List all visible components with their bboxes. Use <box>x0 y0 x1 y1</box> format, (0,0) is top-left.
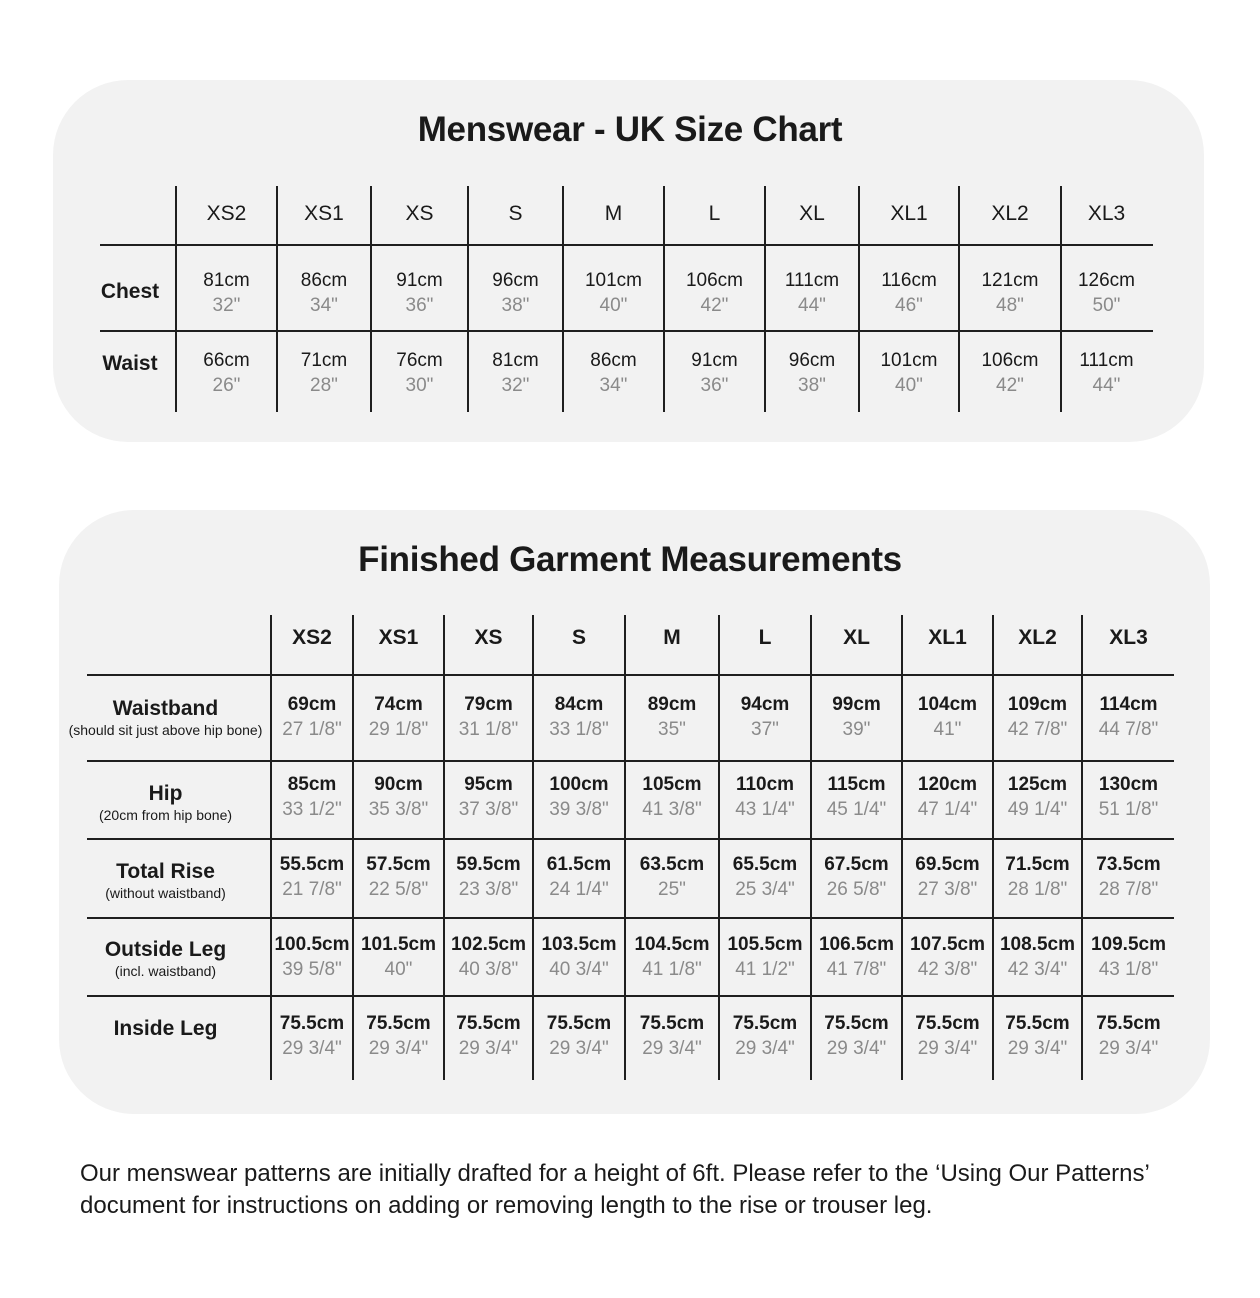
inch-value: 44" <box>798 295 826 316</box>
measurement-cell <box>444 772 533 822</box>
row-divider <box>87 674 1174 676</box>
inch-value: 31 1/8" <box>458 719 519 740</box>
inch-value: 37" <box>751 719 779 740</box>
cm-value: 115cm <box>827 774 886 795</box>
cm-value: 100cm <box>549 774 609 795</box>
inch-value: 29 3/4" <box>917 1038 978 1059</box>
inch-value: 41 1/2" <box>735 959 795 980</box>
cm-value: 107.5cm <box>909 934 985 955</box>
cm-value: 116cm <box>881 270 937 291</box>
measurement-cell <box>271 932 353 982</box>
size-header: XS2 <box>206 202 247 225</box>
inch-value: 29 3/4" <box>549 1038 609 1059</box>
inch-value: 47 1/4" <box>917 799 978 820</box>
row-label-name: Outside Leg <box>104 938 227 961</box>
size-header: XS1 <box>304 202 344 225</box>
row-label-note: (20cm from hip bone) <box>98 807 233 823</box>
size-header: XL <box>799 202 825 225</box>
cm-value: 96cm <box>492 270 539 291</box>
inch-value: 29 3/4" <box>642 1038 702 1059</box>
inch-value: 42 3/8" <box>917 959 978 980</box>
inch-value: 42" <box>700 295 729 316</box>
inch-value: 29 1/8" <box>368 719 429 740</box>
measurement-cell <box>444 932 533 982</box>
measurement-cell <box>533 1011 625 1061</box>
cm-value: 103.5cm <box>541 934 617 955</box>
measurement-cell <box>353 772 444 822</box>
size-header: XS2 <box>292 626 332 649</box>
size-header: XS1 <box>378 626 419 649</box>
row-label-name: Chest <box>100 280 160 303</box>
measurement-cell <box>993 1011 1082 1061</box>
inch-value: 44" <box>1092 375 1121 396</box>
measurement-cell <box>533 932 625 982</box>
inch-value: 29 3/4" <box>282 1038 342 1059</box>
inch-value: 39 3/8" <box>549 799 609 820</box>
inch-value: 35 3/8" <box>368 799 429 820</box>
inch-value: 43 1/8" <box>1098 959 1159 980</box>
size-header: XL2 <box>1018 626 1057 649</box>
cm-value: 74cm <box>374 694 423 715</box>
size-header: M <box>663 626 681 649</box>
measurement-cell <box>563 268 664 318</box>
inch-value: 41 7/8" <box>826 959 887 980</box>
inch-value: 24 1/4" <box>549 879 609 900</box>
measurement-cell <box>277 348 371 398</box>
cm-value: 108.5cm <box>999 934 1075 955</box>
cm-value: 90cm <box>374 774 423 795</box>
inch-value: 25" <box>658 879 686 900</box>
measurement-cell <box>902 1011 993 1061</box>
inch-value: 29 3/4" <box>1098 1038 1159 1059</box>
row-label <box>60 697 271 739</box>
cm-value: 59.5cm <box>456 854 521 875</box>
measurement-cell <box>176 348 277 398</box>
size-header: XL3 <box>1109 626 1148 649</box>
size-header: S <box>508 202 523 225</box>
inch-value: 39" <box>842 719 871 740</box>
inch-value: 40" <box>895 375 923 396</box>
measurement-cell <box>271 1011 353 1061</box>
measurement-cell <box>664 348 765 398</box>
inch-value: 29 3/4" <box>735 1038 795 1059</box>
measurement-cell <box>444 852 533 902</box>
size-header: XL1 <box>928 626 967 649</box>
measurement-cell <box>277 268 371 318</box>
row-divider <box>87 838 1174 840</box>
inch-value: 36" <box>700 375 729 396</box>
inch-value: 29 3/4" <box>826 1038 887 1059</box>
inch-value: 28 1/8" <box>1007 879 1068 900</box>
measurement-cell <box>811 772 902 822</box>
measurement-cell <box>353 692 444 742</box>
row-divider <box>100 330 1153 332</box>
measurement-cell <box>959 268 1061 318</box>
cm-value: 55.5cm <box>279 854 345 875</box>
row-label <box>60 1017 271 1041</box>
measurement-cell <box>1061 348 1152 398</box>
cm-value: 100.5cm <box>274 934 350 955</box>
row-label-name: Inside Leg <box>113 1017 218 1040</box>
size-header: XS <box>405 202 434 225</box>
measurement-cell <box>902 692 993 742</box>
cm-value: 75.5cm <box>915 1013 980 1034</box>
measurement-cell <box>468 348 563 398</box>
measurement-cell <box>444 692 533 742</box>
measurement-cell <box>271 852 353 902</box>
measurement-cell <box>859 348 959 398</box>
inch-value: 36" <box>405 295 434 316</box>
cm-value: 101cm <box>584 270 643 291</box>
measurement-cell <box>859 268 959 318</box>
cm-value: 81cm <box>492 350 539 371</box>
measurement-cell <box>811 1011 902 1061</box>
cm-value: 111cm <box>784 270 840 291</box>
inch-value: 41 1/8" <box>642 959 702 980</box>
cm-value: 75.5cm <box>732 1013 798 1034</box>
row-divider <box>87 995 1174 997</box>
row-label-note: (incl. waistband) <box>114 963 217 979</box>
row-label-name: Total Rise <box>116 860 215 883</box>
inch-value: 29 3/4" <box>368 1038 429 1059</box>
inch-value: 29 3/4" <box>458 1038 519 1059</box>
measurement-cell <box>625 1011 719 1061</box>
measurement-cell <box>1082 772 1175 822</box>
cm-value: 104cm <box>917 694 978 715</box>
measurement-cell <box>1082 1011 1175 1061</box>
measurement-cell <box>1082 932 1175 982</box>
measurement-cell <box>371 348 468 398</box>
size-header: XL3 <box>1087 202 1126 225</box>
drafting-note: Our menswear patterns are initially drafted for a height of 6ft. Please refer to the ‘Using Our Patterns’ document for instructions on adding or removing length to the rise or trouser leg. <box>80 1160 1149 1219</box>
size-header: L <box>708 202 721 225</box>
cm-value: 120cm <box>917 774 978 795</box>
row-label <box>60 938 271 980</box>
inch-value: 28" <box>310 375 338 396</box>
cm-value: 73.5cm <box>1096 854 1161 875</box>
inch-value: 34" <box>599 375 628 396</box>
row-label <box>60 782 271 824</box>
measurement-cell <box>271 772 353 822</box>
measurement-cell <box>902 852 993 902</box>
cm-value: 75.5cm <box>366 1013 431 1034</box>
cm-value: 96cm <box>788 350 836 371</box>
inch-value: 51 1/8" <box>1098 799 1159 820</box>
measurement-cell <box>271 692 353 742</box>
inch-value: 44 7/8" <box>1098 719 1159 740</box>
inch-value: 45 1/4" <box>826 799 887 820</box>
size-header: XL2 <box>991 202 1029 225</box>
measurement-cell <box>993 692 1082 742</box>
garment-measurements-title: Finished Garment Measurements <box>358 540 902 579</box>
cm-value: 102.5cm <box>450 934 526 955</box>
inch-value: 39 5/8" <box>282 959 342 980</box>
measurement-cell <box>625 852 719 902</box>
cm-value: 85cm <box>287 774 337 795</box>
inch-value: 42" <box>996 375 1024 396</box>
measurement-cell <box>719 932 811 982</box>
cm-value: 65.5cm <box>732 854 798 875</box>
cm-value: 91cm <box>396 270 443 291</box>
row-label-name: Hip <box>148 782 183 805</box>
measurement-cell <box>533 692 625 742</box>
inch-value: 32" <box>501 375 530 396</box>
measurement-cell <box>719 852 811 902</box>
cm-value: 75.5cm <box>1096 1013 1161 1034</box>
inch-value: 25 3/4" <box>735 879 795 900</box>
row-label-name: Waist <box>102 352 158 375</box>
measurement-cell <box>353 932 444 982</box>
row-label <box>84 280 176 304</box>
measurement-cell <box>444 1011 533 1061</box>
inch-value: 42 3/4" <box>1007 959 1068 980</box>
cm-value: 79cm <box>464 694 513 715</box>
measurement-cell <box>902 772 993 822</box>
cm-value: 86cm <box>300 270 348 291</box>
cm-value: 104.5cm <box>634 934 710 955</box>
inch-value: 33 1/8" <box>549 719 609 740</box>
inch-value: 35" <box>658 719 686 740</box>
inch-value: 42 7/8" <box>1007 719 1068 740</box>
cm-value: 75.5cm <box>639 1013 705 1034</box>
inch-value: 38" <box>798 375 826 396</box>
measurement-cell <box>993 772 1082 822</box>
cm-value: 105.5cm <box>727 934 803 955</box>
cm-value: 86cm <box>590 350 637 371</box>
row-label-note: (should sit just above hip bone) <box>68 722 263 738</box>
cm-value: 110cm <box>735 774 795 795</box>
cm-value: 91cm <box>691 350 738 371</box>
cm-value: 89cm <box>647 694 697 715</box>
cm-value: 106.5cm <box>818 934 894 955</box>
measurement-cell <box>993 852 1082 902</box>
cm-value: 81cm <box>203 270 250 291</box>
measurement-cell <box>1061 268 1152 318</box>
inch-value: 34" <box>310 295 338 316</box>
inch-value: 37 3/8" <box>458 799 519 820</box>
measurement-cell <box>719 1011 811 1061</box>
measurement-cell <box>811 852 902 902</box>
cm-value: 75.5cm <box>279 1013 345 1034</box>
measurement-cell <box>811 932 902 982</box>
cm-value: 121cm <box>981 270 1039 291</box>
measurement-cell <box>1082 692 1175 742</box>
size-chart-title: Menswear - UK Size Chart <box>417 110 843 149</box>
size-header: XL1 <box>890 202 928 225</box>
measurement-cell <box>993 932 1082 982</box>
measurement-cell <box>176 268 277 318</box>
measurement-cell <box>765 348 859 398</box>
measurement-cell <box>533 772 625 822</box>
cm-value: 105cm <box>642 774 702 795</box>
row-label <box>60 860 271 902</box>
inch-value: 40" <box>384 959 413 980</box>
inch-value: 41 3/8" <box>642 799 702 820</box>
row-label-note: (without waistband) <box>105 885 226 901</box>
row-label <box>84 352 176 376</box>
cm-value: 126cm <box>1077 270 1136 291</box>
measurement-cell <box>959 348 1061 398</box>
cm-value: 99cm <box>832 694 881 715</box>
inch-value: 43 1/4" <box>735 799 795 820</box>
measurement-cell <box>353 852 444 902</box>
cm-value: 114cm <box>1099 694 1158 715</box>
cm-value: 94cm <box>740 694 790 715</box>
inch-value: 29 3/4" <box>1007 1038 1068 1059</box>
size-header: XS <box>474 626 503 649</box>
inch-value: 46" <box>895 295 923 316</box>
cm-value: 61.5cm <box>546 854 612 875</box>
cm-value: 109cm <box>1007 694 1068 715</box>
cm-value: 75.5cm <box>824 1013 889 1034</box>
cm-value: 69.5cm <box>915 854 980 875</box>
cm-value: 69cm <box>287 694 337 715</box>
size-header: L <box>758 626 772 649</box>
inch-value: 27 3/8" <box>917 879 978 900</box>
measurement-cell <box>625 772 719 822</box>
row-divider <box>87 760 1174 762</box>
measurement-cell <box>765 268 859 318</box>
cm-value: 101.5cm <box>360 934 436 955</box>
inch-value: 22 5/8" <box>368 879 429 900</box>
inch-value: 32" <box>212 295 241 316</box>
cm-value: 75.5cm <box>456 1013 521 1034</box>
measurement-cell <box>533 852 625 902</box>
measurement-cell <box>353 1011 444 1061</box>
inch-value: 40 3/4" <box>549 959 609 980</box>
cm-value: 109.5cm <box>1090 934 1166 955</box>
measurement-cell <box>811 692 902 742</box>
cm-value: 63.5cm <box>639 854 705 875</box>
measurement-cell <box>902 932 993 982</box>
size-header: XL <box>843 626 870 649</box>
inch-value: 28 7/8" <box>1098 879 1159 900</box>
cm-value: 71.5cm <box>1005 854 1070 875</box>
measurement-cell <box>1082 852 1175 902</box>
cm-value: 71cm <box>300 350 348 371</box>
inch-value: 26" <box>212 375 241 396</box>
cm-value: 66cm <box>203 350 250 371</box>
cm-value: 76cm <box>396 350 443 371</box>
cm-value: 125cm <box>1007 774 1068 795</box>
cm-value: 84cm <box>554 694 604 715</box>
measurement-cell <box>563 348 664 398</box>
measurement-cell <box>625 692 719 742</box>
size-header: S <box>571 626 586 649</box>
measurement-cell <box>664 268 765 318</box>
measurement-cell <box>719 692 811 742</box>
cm-value: 130cm <box>1098 774 1159 795</box>
inch-value: 40" <box>599 295 628 316</box>
inch-value: 48" <box>996 295 1024 316</box>
measurement-cell <box>719 772 811 822</box>
cm-value: 57.5cm <box>366 854 431 875</box>
cm-value: 106cm <box>981 350 1039 371</box>
measurement-cell <box>625 932 719 982</box>
cm-value: 106cm <box>685 270 744 291</box>
measurement-cell <box>468 268 563 318</box>
inch-value: 30" <box>405 375 434 396</box>
inch-value: 26 5/8" <box>826 879 887 900</box>
cm-value: 75.5cm <box>546 1013 612 1034</box>
inch-value: 33 1/2" <box>282 799 342 820</box>
cm-value: 101cm <box>880 350 938 371</box>
inch-value: 49 1/4" <box>1007 799 1068 820</box>
inch-value: 50" <box>1092 295 1121 316</box>
inch-value: 21 7/8" <box>282 879 342 900</box>
row-label-name: Waistband <box>112 697 219 720</box>
cm-value: 67.5cm <box>824 854 889 875</box>
inch-value: 38" <box>501 295 530 316</box>
row-divider <box>87 917 1174 919</box>
inch-value: 23 3/8" <box>458 879 519 900</box>
inch-value: 40 3/8" <box>458 959 519 980</box>
cm-value: 75.5cm <box>1005 1013 1070 1034</box>
cm-value: 95cm <box>464 774 513 795</box>
inch-value: 27 1/8" <box>282 719 342 740</box>
inch-value: 41" <box>933 719 962 740</box>
cm-value: 111cm <box>1079 350 1134 371</box>
row-divider <box>100 244 1153 246</box>
measurement-cell <box>371 268 468 318</box>
size-header: M <box>604 202 623 225</box>
